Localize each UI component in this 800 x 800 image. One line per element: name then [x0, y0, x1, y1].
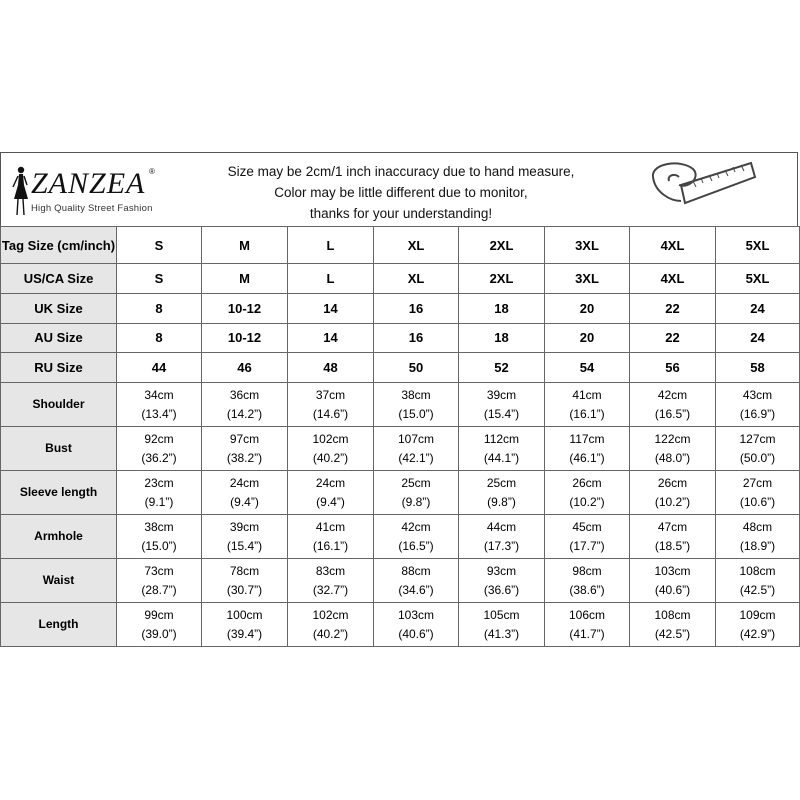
- brand-name: ZANZEA: [31, 167, 146, 200]
- cm-value: 41cm: [315, 519, 346, 534]
- inch-value: (40.2”): [312, 450, 349, 465]
- size-cell: 10-12: [202, 323, 288, 353]
- notice-line: thanks for your understanding!: [309, 206, 493, 221]
- size-cell: L: [288, 227, 374, 264]
- cm-value: 42cm: [401, 519, 431, 534]
- cm-value: 47cm: [657, 519, 688, 534]
- cm-value: 25cm: [401, 475, 431, 490]
- inch-value: (50.0”): [739, 450, 776, 465]
- measure-cell: [117, 383, 202, 427]
- measure-cell: [630, 603, 716, 647]
- size-cell: M: [202, 264, 288, 294]
- cm-value: 37cm: [315, 387, 346, 402]
- notice-line: Size may be 2cm/1 inch inaccuracy due to hand measure,: [227, 164, 575, 179]
- measure-cell: [374, 427, 459, 471]
- cm-value: 102cm: [312, 431, 349, 446]
- inch-value: (18.9”): [739, 538, 776, 553]
- size-cell: 20: [545, 323, 630, 353]
- row-header: UK Size: [1, 293, 117, 323]
- table-row: [1, 515, 800, 559]
- row-header: Bust: [1, 427, 117, 471]
- measure-cell: [716, 383, 800, 427]
- inch-value: (15.0”): [141, 538, 177, 553]
- size-cell: S: [117, 264, 202, 294]
- cm-value: 41cm: [572, 387, 602, 402]
- measure-cell: [716, 427, 800, 471]
- cm-value: 108cm: [654, 607, 691, 622]
- cm-value: 38cm: [401, 387, 431, 402]
- measure-cell: [716, 559, 800, 603]
- measure-cell: [545, 427, 630, 471]
- measure-cell: [374, 383, 459, 427]
- cm-value: 93cm: [486, 563, 517, 578]
- measure-cell: [202, 471, 288, 515]
- cm-value: 39cm: [486, 387, 517, 402]
- inch-value: (15.4”): [226, 538, 263, 553]
- measure-cell: [288, 559, 374, 603]
- size-cell: 4XL: [630, 227, 716, 264]
- inch-value: (34.6”): [398, 582, 434, 597]
- measure-cell: [117, 559, 202, 603]
- inch-value: (16.5”): [654, 406, 691, 421]
- measure-cell: [288, 383, 374, 427]
- table-row: [1, 603, 800, 647]
- inch-value: (40.6”): [654, 582, 691, 597]
- table-row: [1, 559, 800, 603]
- measurement-notice: [191, 161, 611, 224]
- cm-value: 26cm: [572, 475, 602, 490]
- row-header: RU Size: [1, 353, 117, 383]
- cm-value: 103cm: [654, 563, 691, 578]
- inch-value: (15.4”): [483, 406, 520, 421]
- size-cell: 3XL: [545, 264, 630, 294]
- cm-value: 88cm: [401, 563, 431, 578]
- size-cell: 14: [288, 323, 374, 353]
- cm-value: 103cm: [397, 607, 435, 622]
- cm-value: 99cm: [144, 607, 174, 622]
- dress-figure-icon: [9, 165, 31, 217]
- size-cell: S: [117, 227, 202, 264]
- cm-value: 43cm: [742, 387, 773, 402]
- size-cell: 3XL: [545, 227, 630, 264]
- notice-line: Color may be little different due to monitor,: [274, 185, 528, 200]
- cm-value: 42cm: [657, 387, 688, 402]
- size-cell: 10-12: [202, 293, 288, 323]
- size-cell: 44: [117, 353, 202, 383]
- inch-value: (39.0”): [141, 626, 177, 641]
- measure-cell: [459, 603, 545, 647]
- size-cell: 14: [288, 293, 374, 323]
- measure-cell: [374, 515, 459, 559]
- measure-cell: [545, 603, 630, 647]
- size-cell: 22: [630, 323, 716, 353]
- table-row: [1, 427, 800, 471]
- inch-value: (42.5”): [654, 626, 691, 641]
- measure-cell: [716, 515, 800, 559]
- inch-value: (28.7”): [141, 582, 177, 597]
- inch-value: (9.4”): [230, 494, 259, 509]
- cm-value: 34cm: [144, 387, 174, 402]
- size-cell: 2XL: [459, 227, 545, 264]
- measure-cell: [202, 427, 288, 471]
- inch-value: (13.4”): [141, 406, 177, 421]
- measure-cell: [630, 383, 716, 427]
- measure-cell: [716, 603, 800, 647]
- inch-value: (41.7”): [569, 626, 605, 641]
- inch-value: (38.6”): [569, 582, 605, 597]
- cm-value: 92cm: [144, 431, 174, 446]
- inch-value: (16.5”): [398, 538, 434, 553]
- measure-cell: [202, 603, 288, 647]
- size-cell: 16: [374, 323, 459, 353]
- inch-value: (36.2”): [141, 450, 177, 465]
- table-row: [1, 471, 800, 515]
- inch-value: (30.7”): [226, 582, 263, 597]
- inch-value: (39.4”): [226, 626, 263, 641]
- measure-cell: [202, 515, 288, 559]
- cm-value: 108cm: [739, 563, 776, 578]
- inch-value: (40.6”): [398, 626, 434, 641]
- cm-value: 105cm: [483, 607, 520, 622]
- measure-cell: [716, 471, 800, 515]
- cm-value: 106cm: [568, 607, 606, 622]
- measure-cell: [117, 471, 202, 515]
- row-header: US/CA Size: [1, 264, 117, 294]
- inch-value: (16.9”): [739, 406, 776, 421]
- cm-value: 102cm: [312, 607, 349, 622]
- measure-cell: [374, 559, 459, 603]
- measure-cell: [117, 603, 202, 647]
- measure-cell: [288, 427, 374, 471]
- inch-value: (17.7”): [569, 538, 605, 553]
- cm-value: 78cm: [229, 563, 260, 578]
- measure-cell: [459, 383, 545, 427]
- inch-value: (16.1”): [569, 406, 605, 421]
- table-row: [1, 264, 800, 294]
- cm-value: 109cm: [739, 607, 776, 622]
- row-header: AU Size: [1, 323, 117, 353]
- cm-value: 24cm: [315, 475, 346, 490]
- cm-value: 39cm: [229, 519, 260, 534]
- cm-value: 38cm: [144, 519, 174, 534]
- cm-value: 25cm: [486, 475, 517, 490]
- size-cell: 2XL: [459, 264, 545, 294]
- measure-cell: [288, 471, 374, 515]
- size-cell: L: [288, 264, 374, 294]
- cm-value: 107cm: [397, 431, 435, 446]
- inch-value: (38.2”): [226, 450, 263, 465]
- inch-value: (10.6”): [739, 494, 776, 509]
- inch-value: (10.2”): [654, 494, 691, 509]
- size-cell: 5XL: [716, 227, 800, 264]
- cm-value: 83cm: [315, 563, 346, 578]
- inch-value: (10.2”): [569, 494, 605, 509]
- cm-value: 45cm: [572, 519, 602, 534]
- size-cell: 5XL: [716, 264, 800, 294]
- measure-cell: [459, 471, 545, 515]
- inch-value: (9.4”): [316, 494, 345, 509]
- row-header: Shoulder: [1, 383, 117, 427]
- measure-cell: [202, 559, 288, 603]
- size-cell: 52: [459, 353, 545, 383]
- measure-cell: [288, 603, 374, 647]
- size-cell: 56: [630, 353, 716, 383]
- cm-value: 97cm: [229, 431, 260, 446]
- size-cell: 46: [202, 353, 288, 383]
- size-cell: 16: [374, 293, 459, 323]
- measure-cell: [459, 515, 545, 559]
- measure-cell: [545, 383, 630, 427]
- brand-tagline: High Quality Street Fashion: [31, 203, 153, 214]
- inch-value: (18.5”): [654, 538, 691, 553]
- measure-cell: [202, 383, 288, 427]
- size-cell: 18: [459, 293, 545, 323]
- inch-value: (32.7”): [312, 582, 349, 597]
- table-row: [1, 227, 800, 264]
- measure-cell: [545, 559, 630, 603]
- measure-cell: [630, 471, 716, 515]
- measure-cell: [630, 427, 716, 471]
- registered-mark: ®: [149, 167, 155, 176]
- measure-cell: [630, 515, 716, 559]
- inch-value: (17.3”): [483, 538, 520, 553]
- size-cell: 24: [716, 323, 800, 353]
- inch-value: (40.2”): [312, 626, 349, 641]
- row-header: Waist: [1, 559, 117, 603]
- size-cell: 24: [716, 293, 800, 323]
- cm-value: 24cm: [229, 475, 260, 490]
- row-header: Sleeve length: [1, 471, 117, 515]
- size-cell: 20: [545, 293, 630, 323]
- size-cell: 4XL: [630, 264, 716, 294]
- measure-cell: [117, 515, 202, 559]
- size-chart-table: [0, 226, 800, 647]
- inch-value: (16.1”): [312, 538, 349, 553]
- cm-value: 48cm: [742, 519, 773, 534]
- table-row: [1, 323, 800, 353]
- measure-cell: [459, 427, 545, 471]
- inch-value: (14.6”): [312, 406, 349, 421]
- measure-cell: [374, 471, 459, 515]
- size-cell: 58: [716, 353, 800, 383]
- inch-value: (48.0”): [654, 450, 691, 465]
- brand-logo: [9, 161, 169, 221]
- cm-value: 127cm: [739, 431, 776, 446]
- inch-value: (9.8”): [487, 494, 516, 509]
- cm-value: 73cm: [144, 563, 174, 578]
- size-cell: 8: [117, 293, 202, 323]
- size-cell: 50: [374, 353, 459, 383]
- size-cell: XL: [374, 227, 459, 264]
- cm-value: 36cm: [229, 387, 260, 402]
- table-row: [1, 383, 800, 427]
- size-cell: 22: [630, 293, 716, 323]
- inch-value: (46.1”): [569, 450, 605, 465]
- inch-value: (14.2”): [226, 406, 263, 421]
- inch-value: (42.1”): [398, 450, 434, 465]
- size-chart-body: [1, 227, 800, 647]
- inch-value: (9.1”): [144, 494, 174, 509]
- row-header: Length: [1, 603, 117, 647]
- size-cell: 48: [288, 353, 374, 383]
- inch-value: (42.9”): [739, 626, 776, 641]
- cm-value: 27cm: [742, 475, 773, 490]
- cm-value: 26cm: [657, 475, 688, 490]
- table-row: [1, 293, 800, 323]
- measuring-tape-icon: [641, 155, 761, 225]
- measure-cell: [288, 515, 374, 559]
- measure-cell: [374, 603, 459, 647]
- cm-value: 98cm: [572, 563, 602, 578]
- size-cell: XL: [374, 264, 459, 294]
- measure-cell: [117, 427, 202, 471]
- inch-value: (41.3”): [483, 626, 520, 641]
- row-header: Armhole: [1, 515, 117, 559]
- cm-value: 44cm: [486, 519, 517, 534]
- measure-cell: [545, 471, 630, 515]
- inch-value: (15.0”): [398, 406, 434, 421]
- inch-value: (36.6”): [483, 582, 520, 597]
- size-cell: 18: [459, 323, 545, 353]
- size-cell: 54: [545, 353, 630, 383]
- size-cell: 8: [117, 323, 202, 353]
- cm-value: 112cm: [483, 431, 520, 446]
- cm-value: 100cm: [226, 607, 263, 622]
- cm-value: 23cm: [144, 475, 174, 490]
- measure-cell: [459, 559, 545, 603]
- measure-cell: [545, 515, 630, 559]
- chart-header: [0, 152, 798, 226]
- cm-value: 117cm: [569, 431, 605, 446]
- inch-value: (9.8”): [401, 494, 431, 509]
- inch-value: (42.5”): [739, 582, 776, 597]
- cm-value: 122cm: [654, 431, 691, 446]
- size-cell: M: [202, 227, 288, 264]
- measure-cell: [630, 559, 716, 603]
- row-header: Tag Size (cm/inch): [1, 227, 117, 264]
- inch-value: (44.1”): [483, 450, 520, 465]
- table-row: [1, 353, 800, 383]
